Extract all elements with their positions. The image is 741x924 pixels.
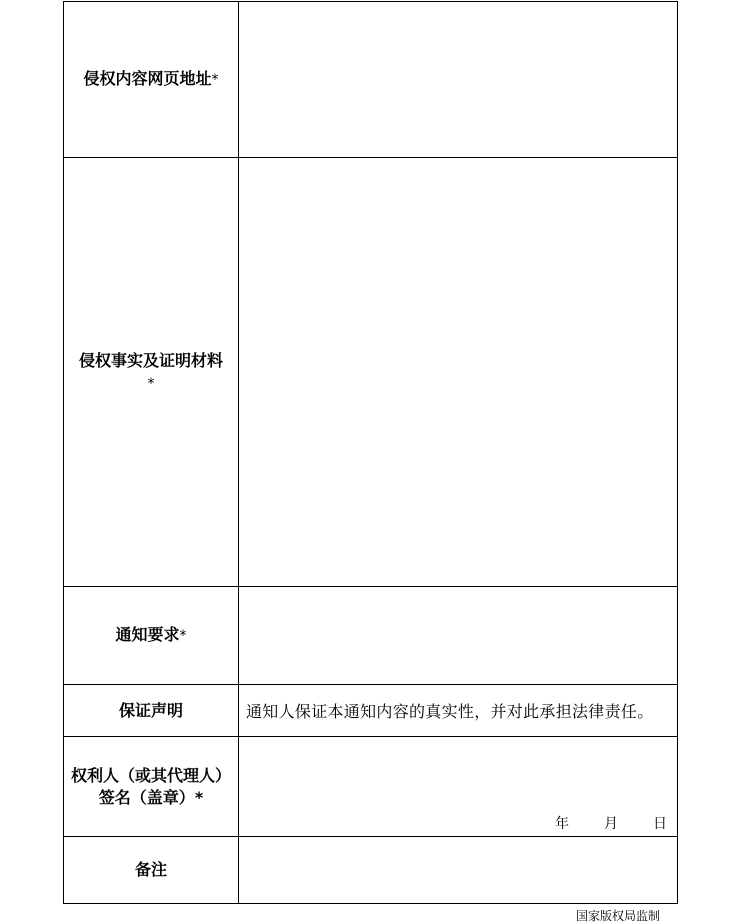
label-signature-line2: 签名（盖章） (98, 787, 195, 807)
row-signature (64, 737, 678, 837)
row-infringement-facts (64, 158, 678, 587)
label-signature (64, 737, 239, 837)
field-infringement-facts[interactable] (239, 158, 678, 587)
infringement-notice-form (63, 1, 678, 904)
label-guarantee-statement: 保证声明 (64, 685, 239, 737)
date-line (520, 813, 667, 833)
date-day-label: 日 (653, 816, 667, 832)
required-star: * (179, 628, 187, 644)
label-infringement-facts (64, 158, 239, 587)
label-infringing-url-text: 侵权内容网页地址 (83, 69, 212, 88)
row-remark (64, 837, 678, 904)
row-infringing-url (64, 2, 678, 158)
required-star: * (194, 787, 204, 807)
field-signature[interactable] (239, 737, 678, 837)
label-notice-request (64, 587, 239, 685)
required-star: * (211, 72, 219, 88)
label-notice-request-text: 通知要求 (115, 625, 180, 644)
date-year-label: 年 (555, 816, 569, 832)
footer-issuer: 国家版权局监制 (576, 909, 661, 923)
field-remark[interactable] (239, 837, 678, 904)
row-notice-request (64, 587, 678, 685)
label-infringing-url (64, 2, 239, 158)
date-month-label: 月 (604, 816, 618, 832)
field-infringing-url[interactable] (239, 2, 678, 158)
label-infringement-facts-text: 侵权事实及证明材料 (78, 350, 223, 370)
guarantee-statement-cell (239, 685, 678, 737)
guarantee-statement-text: 通知人保证本通知内容的真实性，并对此承担法律责任。 (246, 702, 654, 721)
label-remark: 备注 (64, 837, 239, 904)
required-star: * (147, 375, 155, 392)
label-signature-line1: 权利人（或其代理人） (70, 765, 231, 785)
field-notice-request[interactable] (239, 587, 678, 685)
row-guarantee-statement (64, 685, 678, 737)
